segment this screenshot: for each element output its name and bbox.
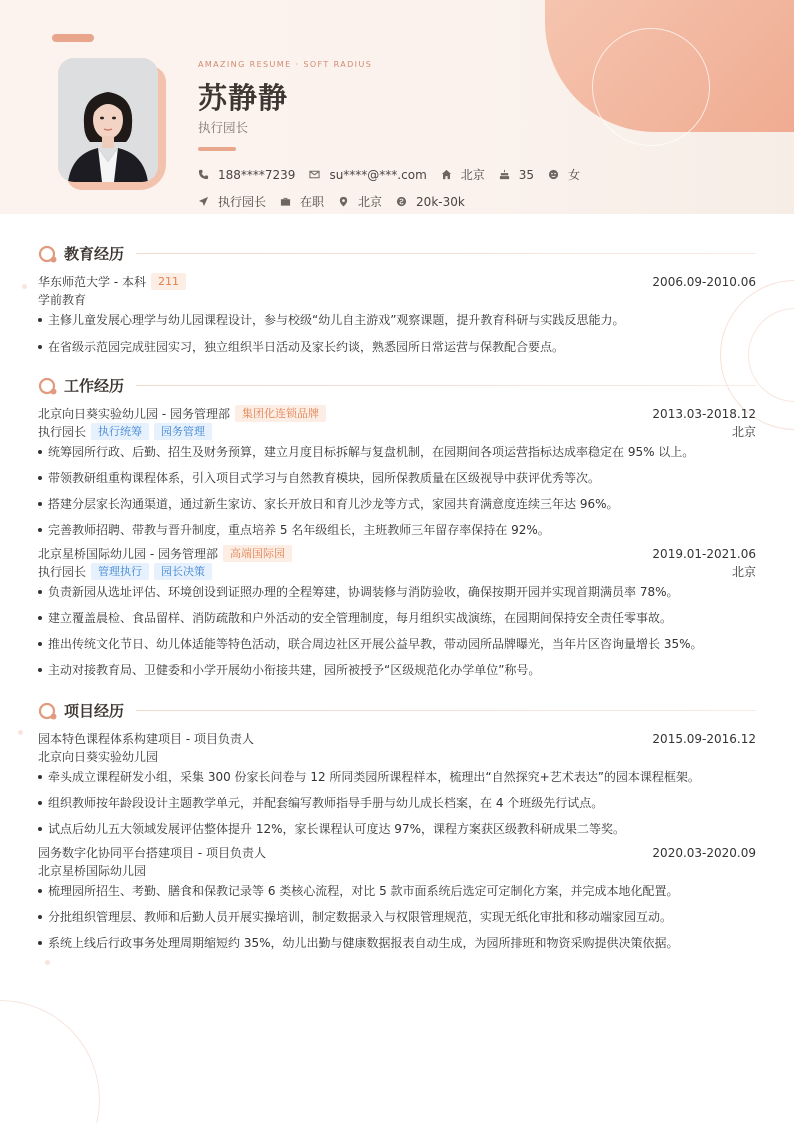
list-item: [38, 338, 756, 355]
bullet-text: 牵头成立课程研发小组，采集 300 份家长问卷与 12 所同类园所课程样本，梳理出“自然探究+艺术表达”的园本课程框架。: [48, 770, 700, 784]
work-date: 2019.01-2021.06: [652, 546, 756, 561]
decorative-dot: [18, 730, 23, 735]
list-item: [38, 311, 756, 328]
section-title: 项目经历: [64, 702, 125, 720]
bullet-dot: [38, 642, 42, 646]
work-role-row: [38, 563, 756, 580]
project-org-row: [38, 862, 756, 879]
email-address: su****@***.com: [329, 167, 427, 182]
age-info: [499, 168, 534, 182]
bullet-dot: [38, 318, 42, 322]
list-item: [38, 443, 756, 460]
list-item: [38, 820, 756, 837]
hometown-text: 北京: [460, 168, 485, 182]
home-icon: [441, 169, 452, 180]
employer-tag: 集团化连锁品牌: [235, 405, 326, 422]
project-org: 北京星桥国际幼儿园: [38, 864, 147, 878]
gender-icon: [548, 169, 559, 180]
list-item: [38, 934, 756, 951]
major-name: 学前教育: [38, 293, 87, 307]
employer-name: 北京星桥国际幼儿园 - 园务管理部: [38, 547, 218, 561]
skill-tag: 执行统筹: [91, 423, 149, 440]
bullet-text: 带领教研组重构课程体系，引入项目式学习与自然教育模块，园所保教质量在区级视导中获评优秀等次。: [48, 471, 601, 485]
target-position-text: 执行园长: [218, 195, 267, 209]
school-tag: 211: [151, 273, 186, 290]
work-date: 2013.03-2018.12: [652, 406, 756, 421]
bullet-dot: [38, 345, 42, 349]
job-intent-row: [198, 193, 479, 210]
bullet-dot: [38, 502, 42, 506]
section-divider: [136, 253, 756, 254]
target-city-info: [338, 193, 382, 210]
name-accent-bar: [198, 147, 236, 151]
send-icon: [198, 196, 209, 207]
section-header-projects: [38, 700, 756, 721]
list-item: [38, 908, 756, 925]
list-item: [38, 583, 756, 600]
section-divider: [136, 710, 756, 711]
bullet-text: 统筹园所行政、后勤、招生及财务预算，建立月度目标拆解与复盘机制，在园期间各项运营指标达成率稳定在 95% 以上。: [48, 445, 695, 459]
project-name: 园务数字化协同平台搭建项目 - 项目负责人: [38, 846, 266, 860]
bullet-text: 推出传统文化节日、幼儿体适能等特色活动，联合周边社区开展公益早教，带动园所品牌曝光，当年片区咨询量增长 35%。: [48, 637, 703, 651]
bullet-dot: [38, 801, 42, 805]
section-bullet-icon: [38, 701, 58, 721]
bullet-dot: [38, 668, 42, 672]
work-role-row: [38, 423, 756, 440]
bullet-dot: [38, 590, 42, 594]
header-accent-pill: [52, 34, 94, 42]
location-pin-icon: [338, 196, 349, 207]
hometown-info: [441, 166, 485, 183]
target-city-text: 北京: [358, 195, 383, 209]
project-org: 北京向日葵实验幼儿园: [38, 750, 159, 764]
decorative-dot: [22, 284, 27, 289]
employer-name: 北京向日葵实验幼儿园 - 园务管理部: [38, 407, 230, 421]
phone-number: 188****7239: [218, 167, 296, 182]
list-item: [38, 794, 756, 811]
bullet-text: 完善教师招聘、带教与晋升制度，重点培养 5 名年级组长，主班教师三年留存率保持在 92%。: [48, 523, 550, 537]
bullet-text: 分批组织管理层、教师和后勤人员开展实操培训，制定数据录入与权限管理规范，实现无纸化审批和移动端家园互动。: [48, 910, 673, 924]
skill-tag: 园长决策: [154, 563, 212, 580]
bullet-text: 试点后幼儿五大领域发展评估整体提升 12%，家长课程认可度达 97%，课程方案获区级教科研成果二等奖。: [48, 822, 625, 836]
section-bullet-icon: [38, 376, 58, 396]
decorative-dot: [45, 960, 50, 965]
education-entry-header: [38, 273, 756, 290]
bullet-text: 组织教师按年龄段设计主题教学单元，并配套编写教师指导手册与幼儿成长档案，在 4 个班级先行试点。: [48, 796, 604, 810]
school-name: 华东师范大学 - 本科: [38, 275, 146, 289]
phone-info: [198, 168, 295, 182]
education-major-row: [38, 291, 756, 308]
gender-info: [548, 166, 580, 183]
contact-info-row: [198, 166, 594, 183]
bullet-text: 主修儿童发展心理学与幼儿园课程设计，参与校级“幼儿自主游戏”观察课题，提升教育科研与实践反思能力。: [48, 313, 625, 327]
candidate-name: 苏静静: [198, 81, 289, 115]
bullet-dot: [38, 915, 42, 919]
work-city: 北京: [731, 425, 756, 439]
bullet-dot: [38, 616, 42, 620]
list-item: [38, 609, 756, 626]
salary-icon: [396, 196, 407, 207]
project-date: 2020.03-2020.09: [652, 845, 756, 860]
list-item: [38, 661, 756, 678]
work-city: 北京: [731, 565, 756, 579]
employment-status-text: 在职: [300, 195, 325, 209]
employer-tag: 高端国际园: [223, 545, 292, 562]
job-role: 执行园长: [38, 425, 87, 439]
list-item: [38, 495, 756, 512]
header-decorative-ring: [592, 28, 710, 146]
expected-salary-info: [396, 195, 465, 209]
education-date: 2006.09-2010.06: [652, 274, 756, 289]
bullet-dot: [38, 827, 42, 831]
list-item: [38, 469, 756, 486]
phone-icon: [198, 169, 209, 180]
bullet-text: 梳理园所招生、考勤、膳食和保教记录等 6 类核心流程，对比 5 款市面系统后选定可定制化方案，并完成本地化配置。: [48, 884, 679, 898]
gender-text: 女: [568, 168, 581, 182]
job-role: 执行园长: [38, 565, 87, 579]
bullet-dot: [38, 528, 42, 532]
section-divider: [136, 385, 756, 386]
section-header-education: [38, 243, 756, 264]
project-entry-header: [38, 730, 756, 747]
work-entry-header: [38, 405, 756, 422]
project-org-row: [38, 748, 756, 765]
age-text: 35: [518, 167, 535, 182]
section-bullet-icon: [38, 244, 58, 264]
skill-tag: 园务管理: [154, 423, 212, 440]
list-item: [38, 635, 756, 652]
bullet-dot: [38, 941, 42, 945]
email-info: [309, 168, 426, 182]
target-position-info: [198, 193, 266, 210]
bullet-text: 负责新园从选址评估、环境创设到证照办理的全程筹建，协调装修与消防验收，确保按期开园并实现首期满员率 78%。: [48, 585, 679, 599]
skill-tag: 管理执行: [91, 563, 149, 580]
project-name: 园本特色课程体系构建项目 - 项目负责人: [38, 732, 254, 746]
section-title: 教育经历: [64, 245, 125, 263]
resume-eyebrow: AMAZING RESUME · SOFT RADIUS: [198, 60, 373, 69]
cake-icon: [499, 169, 510, 180]
mail-icon: [309, 169, 320, 180]
candidate-job-title: 执行园长: [198, 120, 249, 135]
bullet-text: 建立覆盖晨检、食品留样、消防疏散和户外活动的安全管理制度，每月组织实战演练，在园期间保持安全责任零事故。: [48, 611, 673, 625]
bullet-dot: [38, 450, 42, 454]
bullet-dot: [38, 775, 42, 779]
list-item: [38, 768, 756, 785]
avatar: [58, 58, 158, 182]
project-entry-header: [38, 844, 756, 861]
employment-status-info: [280, 193, 324, 210]
list-item: [38, 521, 756, 538]
section-header-work: [38, 375, 756, 396]
bullet-dot: [38, 889, 42, 893]
expected-salary-text: 20k-30k: [416, 194, 465, 209]
bullet-text: 搭建分层家长沟通渠道，通过新生家访、家长开放日和育儿沙龙等方式，家园共育满意度连续三年达 96%。: [48, 497, 619, 511]
bullet-dot: [38, 476, 42, 480]
bullet-text: 在省级示范园完成驻园实习，独立组织半日活动及家长约谈，熟悉园所日常运营与保教配合要点。: [48, 340, 565, 354]
list-item: [38, 882, 756, 899]
bullet-text: 主动对接教育局、卫健委和小学开展幼小衔接共建，园所被授予“区级规范化办学单位”称号。: [48, 663, 541, 677]
work-entry-header: [38, 545, 756, 562]
project-date: 2015.09-2016.12: [652, 731, 756, 746]
bullet-text: 系统上线后行政事务处理周期缩短约 35%，幼儿出勤与健康数据报表自动生成，为园所排班和物资采购提供决策依据。: [48, 936, 679, 950]
briefcase-icon: [280, 196, 291, 207]
section-title: 工作经历: [64, 377, 125, 395]
decorative-ring: [0, 1000, 100, 1123]
